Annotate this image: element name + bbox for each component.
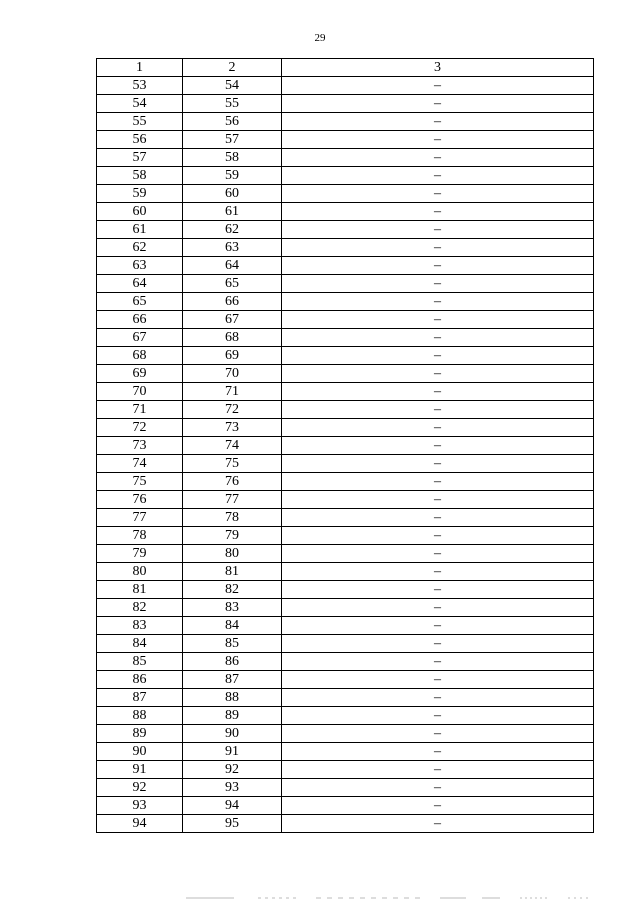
table-cell-col-3: – bbox=[282, 653, 594, 671]
table-cell-col-3: – bbox=[282, 185, 594, 203]
table-cell-col-2: 83 bbox=[183, 599, 282, 617]
table-row bbox=[97, 815, 594, 833]
table-cell-col-3: – bbox=[282, 635, 594, 653]
table-row bbox=[97, 635, 594, 653]
table-row bbox=[97, 203, 594, 221]
table-cell-col-1: 92 bbox=[97, 779, 183, 797]
table-cell-col-2: 89 bbox=[183, 707, 282, 725]
table-row bbox=[97, 77, 594, 95]
table-cell-col-3: – bbox=[282, 131, 594, 149]
table-cell-col-1: 77 bbox=[97, 509, 183, 527]
table-cell-col-1: 62 bbox=[97, 239, 183, 257]
table-cell-col-3: – bbox=[282, 275, 594, 293]
table-cell-col-3: – bbox=[282, 347, 594, 365]
table-cell-col-3: – bbox=[282, 743, 594, 761]
table-cell-col-3: – bbox=[282, 401, 594, 419]
table-cell-col-2: 73 bbox=[183, 419, 282, 437]
column-header-2: 2 bbox=[183, 59, 282, 77]
table-cell-col-3: – bbox=[282, 221, 594, 239]
table-cell-col-2: 58 bbox=[183, 149, 282, 167]
table-cell-col-2: 55 bbox=[183, 95, 282, 113]
table-cell-col-1: 88 bbox=[97, 707, 183, 725]
table-row bbox=[97, 743, 594, 761]
table-cell-col-1: 71 bbox=[97, 401, 183, 419]
table-cell-col-3: – bbox=[282, 239, 594, 257]
table-cell-col-3: – bbox=[282, 761, 594, 779]
table-cell-col-2: 59 bbox=[183, 167, 282, 185]
table-row bbox=[97, 221, 594, 239]
table-cell-col-3: – bbox=[282, 329, 594, 347]
table-cell-col-2: 76 bbox=[183, 473, 282, 491]
table-cell-col-1: 89 bbox=[97, 725, 183, 743]
table-row bbox=[97, 473, 594, 491]
table-cell-col-1: 86 bbox=[97, 671, 183, 689]
table-cell-col-1: 94 bbox=[97, 815, 183, 833]
table-cell-col-1: 80 bbox=[97, 563, 183, 581]
table-cell-col-3: – bbox=[282, 509, 594, 527]
table-row bbox=[97, 419, 594, 437]
table-cell-col-3: – bbox=[282, 527, 594, 545]
table-cell-col-3: – bbox=[282, 725, 594, 743]
table-cell-col-3: – bbox=[282, 419, 594, 437]
table-cell-col-3: – bbox=[282, 581, 594, 599]
column-header-1: 1 bbox=[97, 59, 183, 77]
table-cell-col-2: 87 bbox=[183, 671, 282, 689]
table-cell-col-3: – bbox=[282, 365, 594, 383]
table-cell-col-3: – bbox=[282, 455, 594, 473]
table-cell-col-3: – bbox=[282, 491, 594, 509]
table-cell-col-3: – bbox=[282, 617, 594, 635]
table-cell-col-1: 76 bbox=[97, 491, 183, 509]
table-cell-col-1: 67 bbox=[97, 329, 183, 347]
table-cell-col-1: 66 bbox=[97, 311, 183, 329]
table-cell-col-1: 56 bbox=[97, 131, 183, 149]
table-row bbox=[97, 437, 594, 455]
table-cell-col-1: 73 bbox=[97, 437, 183, 455]
table-cell-col-2: 60 bbox=[183, 185, 282, 203]
table-cell-col-2: 93 bbox=[183, 779, 282, 797]
table-row bbox=[97, 797, 594, 815]
table-cell-col-2: 95 bbox=[183, 815, 282, 833]
table-row bbox=[97, 653, 594, 671]
table-row bbox=[97, 671, 594, 689]
table-row bbox=[97, 275, 594, 293]
table-cell-col-1: 79 bbox=[97, 545, 183, 563]
table-cell-col-1: 78 bbox=[97, 527, 183, 545]
table-cell-col-3: – bbox=[282, 77, 594, 95]
table-row bbox=[97, 365, 594, 383]
table-cell-col-2: 81 bbox=[183, 563, 282, 581]
table-row bbox=[97, 689, 594, 707]
table-cell-col-1: 90 bbox=[97, 743, 183, 761]
table-cell-col-2: 91 bbox=[183, 743, 282, 761]
table-cell-col-2: 70 bbox=[183, 365, 282, 383]
table-cell-col-3: – bbox=[282, 473, 594, 491]
table-cell-col-1: 83 bbox=[97, 617, 183, 635]
table-row bbox=[97, 563, 594, 581]
table-cell-col-2: 65 bbox=[183, 275, 282, 293]
table-row bbox=[97, 725, 594, 743]
table-cell-col-2: 56 bbox=[183, 113, 282, 131]
table-row bbox=[97, 617, 594, 635]
table-cell-col-2: 77 bbox=[183, 491, 282, 509]
data-table bbox=[96, 58, 594, 833]
table-row bbox=[97, 131, 594, 149]
table-cell-col-3: – bbox=[282, 113, 594, 131]
table-cell-col-1: 65 bbox=[97, 293, 183, 311]
table-row bbox=[97, 257, 594, 275]
table-cell-col-3: – bbox=[282, 311, 594, 329]
table-row bbox=[97, 581, 594, 599]
table-row bbox=[97, 149, 594, 167]
table-cell-col-1: 53 bbox=[97, 77, 183, 95]
table-cell-col-3: – bbox=[282, 545, 594, 563]
table-cell-col-2: 75 bbox=[183, 455, 282, 473]
table-cell-col-3: – bbox=[282, 167, 594, 185]
table-cell-col-2: 94 bbox=[183, 797, 282, 815]
table-cell-col-2: 54 bbox=[183, 77, 282, 95]
table-cell-col-1: 82 bbox=[97, 599, 183, 617]
table-cell-col-3: – bbox=[282, 797, 594, 815]
table-cell-col-3: – bbox=[282, 689, 594, 707]
page-number: 29 bbox=[314, 32, 326, 44]
table-row bbox=[97, 761, 594, 779]
table-row bbox=[97, 383, 594, 401]
table-cell-col-1: 74 bbox=[97, 455, 183, 473]
table-row bbox=[97, 347, 594, 365]
table-cell-col-1: 69 bbox=[97, 365, 183, 383]
scan-artifact-marks bbox=[0, 895, 640, 901]
table-cell-col-2: 62 bbox=[183, 221, 282, 239]
table-row bbox=[97, 401, 594, 419]
table-cell-col-2: 61 bbox=[183, 203, 282, 221]
table-cell-col-2: 67 bbox=[183, 311, 282, 329]
table-cell-col-2: 90 bbox=[183, 725, 282, 743]
table-row bbox=[97, 491, 594, 509]
table-header-row bbox=[97, 59, 594, 77]
table-cell-col-1: 54 bbox=[97, 95, 183, 113]
table-cell-col-1: 57 bbox=[97, 149, 183, 167]
table-cell-col-1: 85 bbox=[97, 653, 183, 671]
table-cell-col-2: 69 bbox=[183, 347, 282, 365]
table-cell-col-2: 86 bbox=[183, 653, 282, 671]
table-cell-col-2: 74 bbox=[183, 437, 282, 455]
table-cell-col-2: 68 bbox=[183, 329, 282, 347]
table-cell-col-2: 64 bbox=[183, 257, 282, 275]
table-row bbox=[97, 707, 594, 725]
table-cell-col-3: – bbox=[282, 599, 594, 617]
table-row bbox=[97, 95, 594, 113]
table-cell-col-2: 88 bbox=[183, 689, 282, 707]
table-cell-col-2: 78 bbox=[183, 509, 282, 527]
column-header-3: 3 bbox=[282, 59, 594, 77]
table-cell-col-2: 66 bbox=[183, 293, 282, 311]
table-cell-col-3: – bbox=[282, 437, 594, 455]
table-row bbox=[97, 545, 594, 563]
table-cell-col-3: – bbox=[282, 815, 594, 833]
table-cell-col-1: 55 bbox=[97, 113, 183, 131]
table-cell-col-1: 59 bbox=[97, 185, 183, 203]
table-cell-col-1: 63 bbox=[97, 257, 183, 275]
table-cell-col-1: 68 bbox=[97, 347, 183, 365]
table-cell-col-3: – bbox=[282, 257, 594, 275]
table-cell-col-1: 84 bbox=[97, 635, 183, 653]
table-row bbox=[97, 167, 594, 185]
table-row bbox=[97, 509, 594, 527]
table-cell-col-3: – bbox=[282, 779, 594, 797]
table-cell-col-1: 93 bbox=[97, 797, 183, 815]
table-cell-col-1: 61 bbox=[97, 221, 183, 239]
table-row bbox=[97, 527, 594, 545]
table-cell-col-1: 87 bbox=[97, 689, 183, 707]
table-row bbox=[97, 329, 594, 347]
table-row bbox=[97, 311, 594, 329]
table-cell-col-3: – bbox=[282, 293, 594, 311]
table-cell-col-2: 84 bbox=[183, 617, 282, 635]
table-row bbox=[97, 239, 594, 257]
table-cell-col-1: 75 bbox=[97, 473, 183, 491]
table-cell-col-2: 80 bbox=[183, 545, 282, 563]
table-cell-col-3: – bbox=[282, 95, 594, 113]
table-row bbox=[97, 599, 594, 617]
table-cell-col-3: – bbox=[282, 707, 594, 725]
table-row bbox=[97, 113, 594, 131]
table-cell-col-1: 81 bbox=[97, 581, 183, 599]
table-cell-col-2: 92 bbox=[183, 761, 282, 779]
table-cell-col-2: 71 bbox=[183, 383, 282, 401]
table-body bbox=[97, 77, 594, 833]
table-cell-col-2: 63 bbox=[183, 239, 282, 257]
table-cell-col-2: 85 bbox=[183, 635, 282, 653]
table-cell-col-3: – bbox=[282, 203, 594, 221]
table-cell-col-2: 79 bbox=[183, 527, 282, 545]
table-row bbox=[97, 455, 594, 473]
table-cell-col-1: 60 bbox=[97, 203, 183, 221]
table-cell-col-1: 72 bbox=[97, 419, 183, 437]
table-cell-col-3: – bbox=[282, 383, 594, 401]
table-row bbox=[97, 779, 594, 797]
table-cell-col-2: 57 bbox=[183, 131, 282, 149]
table-cell-col-3: – bbox=[282, 149, 594, 167]
table-cell-col-1: 64 bbox=[97, 275, 183, 293]
table-row bbox=[97, 293, 594, 311]
table-cell-col-2: 82 bbox=[183, 581, 282, 599]
table-cell-col-3: – bbox=[282, 563, 594, 581]
table-cell-col-1: 91 bbox=[97, 761, 183, 779]
table-cell-col-1: 70 bbox=[97, 383, 183, 401]
table-cell-col-1: 58 bbox=[97, 167, 183, 185]
table-cell-col-2: 72 bbox=[183, 401, 282, 419]
table-cell-col-3: – bbox=[282, 671, 594, 689]
table-row bbox=[97, 185, 594, 203]
